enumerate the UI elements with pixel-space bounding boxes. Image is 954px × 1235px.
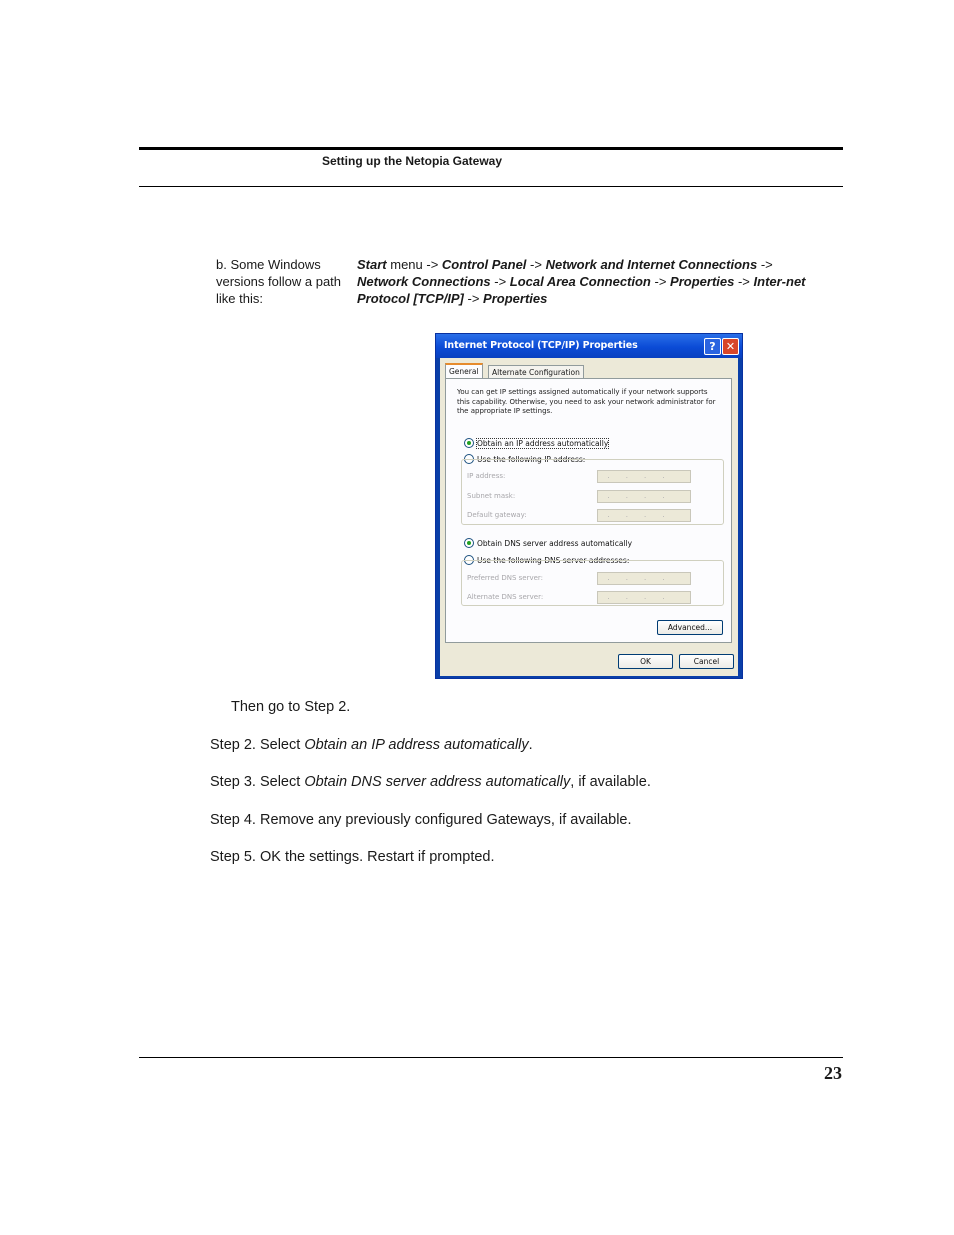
- ip-address-field[interactable]: ....: [597, 470, 691, 483]
- path-control-panel: Control Panel: [441, 257, 527, 272]
- step-3-prefix: Step 3. Select: [210, 774, 305, 790]
- radio-selected-icon: [464, 538, 474, 548]
- subnet-mask-field[interactable]: ....: [597, 490, 691, 503]
- path-tcpip: Inter-net Protocol [TCP/IP]: [357, 274, 806, 306]
- tab-alternate-configuration[interactable]: Alternate Configuration: [488, 365, 584, 380]
- tab-general[interactable]: General: [445, 363, 483, 381]
- close-icon[interactable]: ✕: [722, 338, 739, 355]
- running-header: Setting up the Netopia Gateway: [322, 154, 503, 168]
- path-start: Start: [357, 257, 387, 272]
- preferred-dns-field[interactable]: ....: [597, 572, 691, 585]
- then-text: Then go to Step 2.: [231, 699, 351, 715]
- dialog-client: [440, 358, 738, 676]
- help-icon[interactable]: ?: [704, 338, 721, 355]
- radio-dns-manual-label: Use the following DNS server addresses:: [477, 556, 630, 565]
- step-2: [210, 737, 533, 753]
- cancel-button[interactable]: Cancel: [679, 654, 734, 669]
- step-5: Step 5. OK the settings. Restart if prompted.: [210, 849, 495, 865]
- default-gateway-label: Default gateway:: [467, 511, 527, 519]
- step-3-suffix: , if available.: [570, 774, 651, 790]
- path-arrow: ->: [463, 291, 484, 306]
- path-text: menu ->: [386, 257, 442, 272]
- path-arrow: ->: [757, 257, 773, 272]
- radio-dns-auto-label: Obtain DNS server address automatically: [477, 539, 633, 548]
- path-arrow: ->: [650, 274, 671, 289]
- preferred-dns-label: Preferred DNS server:: [467, 574, 544, 582]
- step-3: [210, 774, 651, 790]
- step-2-suffix: .: [528, 737, 533, 753]
- path-lan: Local Area Connection: [509, 274, 651, 289]
- ok-button[interactable]: OK: [618, 654, 673, 669]
- path-arrow: ->: [526, 257, 546, 272]
- radio-ip-auto[interactable]: [464, 438, 608, 448]
- dialog-title: Internet Protocol (TCP/IP) Properties: [444, 340, 638, 351]
- side-note: b. Some Windows versions follow a path like this:: [216, 257, 342, 306]
- advanced-button[interactable]: Advanced...: [657, 620, 723, 635]
- step-2-prefix: Step 2. Select: [210, 737, 305, 753]
- radio-dns-auto[interactable]: [464, 538, 632, 548]
- path-network-internet: Network and Internet Connections: [545, 257, 758, 272]
- page-number: 23: [824, 1063, 842, 1083]
- step-3-emphasis: Obtain DNS server address automatically: [304, 774, 571, 790]
- default-gateway-field[interactable]: ....: [597, 509, 691, 522]
- alternate-dns-label: Alternate DNS server:: [467, 593, 544, 601]
- menu-path: [357, 256, 827, 307]
- alternate-dns-field[interactable]: ....: [597, 591, 691, 604]
- step-4: Step 4. Remove any previously configured Gateways, if available.: [210, 812, 632, 828]
- path-properties: Properties: [483, 291, 548, 306]
- radio-ip-auto-label: Obtain an IP address automatically: [477, 439, 609, 448]
- tcpip-properties-dialog: [435, 333, 743, 679]
- header-rule-thin: [139, 186, 843, 187]
- subnet-mask-label: Subnet mask:: [467, 492, 516, 500]
- path-arrow: ->: [490, 274, 510, 289]
- dialog-description: You can get IP settings assigned automatically if your network supports this capability. Otherwise, you need to ask your network administrator for the appropriate IP settings.: [457, 388, 716, 415]
- ip-address-label: IP address:: [467, 472, 506, 480]
- radio-ip-manual-label: Use the following IP address:: [477, 455, 586, 464]
- header-rule-thick: [139, 147, 843, 150]
- path-arrow: ->: [734, 274, 754, 289]
- path-properties: Properties: [670, 274, 735, 289]
- radio-selected-icon: [464, 438, 474, 448]
- dialog-titlebar[interactable]: [436, 334, 742, 358]
- path-network-connections: Network Connections: [357, 274, 491, 289]
- general-panel: [445, 378, 732, 643]
- footer-rule: [139, 1057, 843, 1058]
- step-2-emphasis: Obtain an IP address automatically: [304, 737, 529, 753]
